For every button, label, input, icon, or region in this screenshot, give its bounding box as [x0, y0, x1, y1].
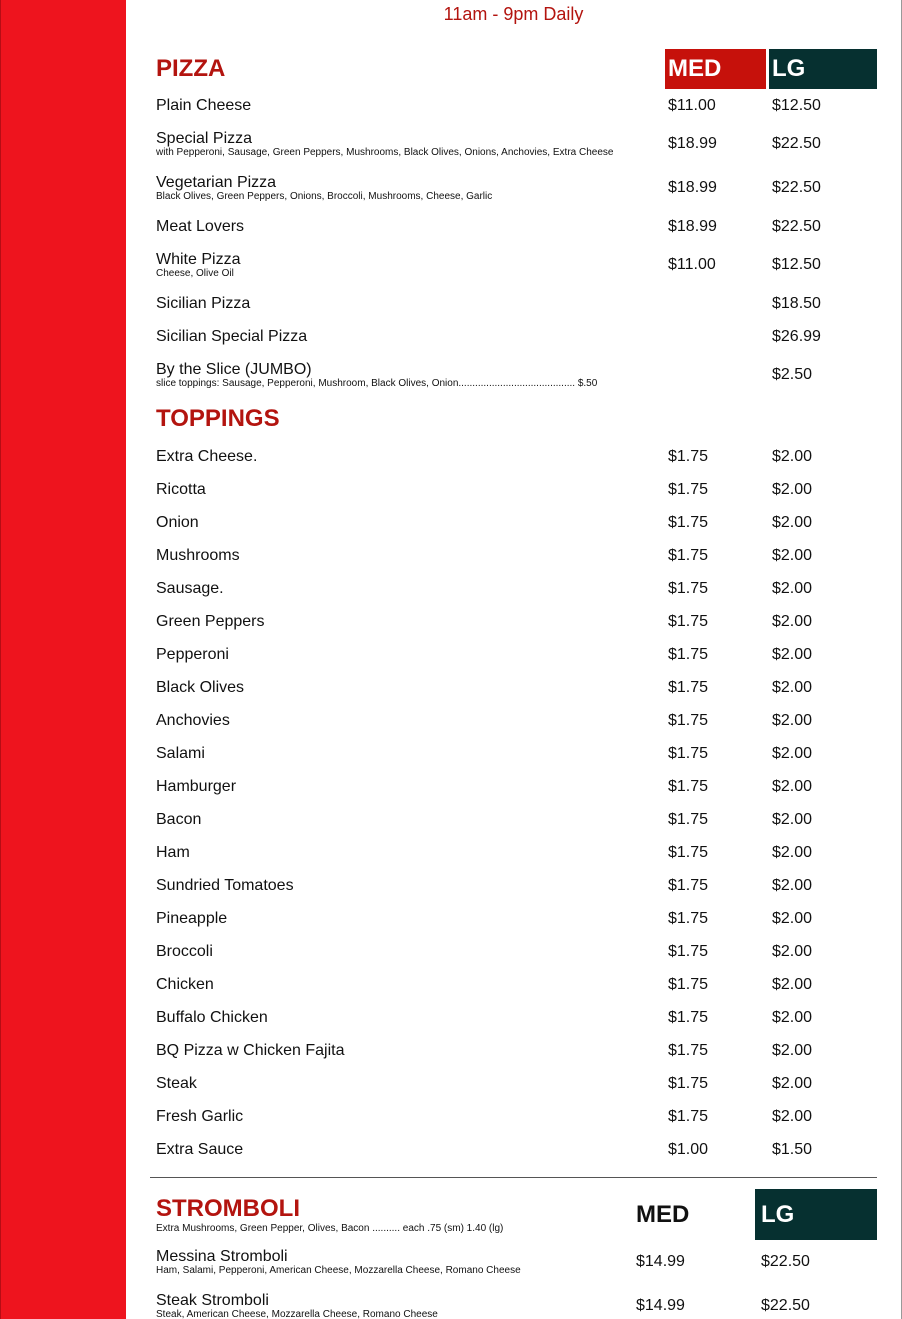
lg-price: $2.00	[772, 810, 813, 828]
menu-item-row	[153, 572, 877, 605]
item-name-cell	[153, 935, 662, 968]
med-price: $1.75	[668, 1074, 709, 1092]
med-price: $18.99	[668, 179, 717, 196]
item-description: Cheese, Olive Oil	[156, 268, 234, 279]
lg-price: $22.50	[772, 217, 821, 235]
menu-item-row	[153, 638, 877, 671]
menu-item-row	[153, 1034, 877, 1067]
item-name-cell	[153, 572, 662, 605]
item-name-cell	[153, 243, 662, 287]
med-price	[665, 353, 766, 397]
item-name-cell	[153, 704, 662, 737]
menu-item-row	[153, 89, 877, 122]
item-name: Sausage.	[156, 580, 224, 597]
stromboli-med-header: MED	[636, 1200, 690, 1228]
lg-price: $2.00	[772, 447, 813, 465]
item-name-cell	[153, 968, 662, 1001]
stromboli-header-row	[150, 1189, 877, 1240]
lg-price: $2.00	[772, 942, 813, 960]
lg-price: $2.00	[772, 843, 813, 861]
lg-price: $2.00	[772, 744, 813, 762]
med-price: $1.75	[668, 1008, 709, 1026]
item-name: Chicken	[156, 976, 214, 993]
item-name: Pineapple	[156, 910, 228, 927]
item-name: Plain Cheese	[156, 97, 252, 114]
item-name: Ricotta	[156, 481, 206, 498]
med-price	[665, 320, 766, 353]
lg-price: $2.00	[772, 513, 813, 531]
menu-item-row	[153, 210, 877, 243]
med-price: $18.99	[668, 135, 717, 152]
item-name-cell	[153, 210, 662, 243]
menu-item-row	[153, 1067, 877, 1100]
lg-price: $2.00	[772, 975, 813, 993]
item-name-cell	[153, 506, 662, 539]
item-description: Ham, Salami, Pepperoni, American Cheese, Mozzarella Cheese, Romano Cheese	[156, 1265, 521, 1276]
item-name-cell	[153, 1100, 662, 1133]
med-price: $1.75	[668, 579, 709, 597]
med-price: $1.75	[668, 909, 709, 927]
lg-price: $22.50	[761, 1297, 810, 1314]
item-name-cell	[153, 353, 662, 397]
med-price: $1.75	[668, 1107, 709, 1125]
menu-item-row	[153, 166, 877, 210]
menu-item-row	[153, 737, 877, 770]
item-name-cell	[153, 473, 662, 506]
item-name: Green Peppers	[156, 613, 265, 630]
menu-item-row	[153, 122, 877, 166]
med-price: $1.75	[668, 645, 709, 663]
lg-price: $2.00	[772, 1074, 813, 1092]
item-name-cell	[153, 1133, 662, 1166]
med-price: $1.75	[668, 942, 709, 960]
item-name: Onion	[156, 514, 199, 531]
med-price: $1.75	[668, 678, 709, 696]
med-price: $1.75	[668, 1041, 709, 1059]
lg-price: $2.00	[772, 876, 813, 894]
item-name-cell	[153, 902, 662, 935]
lg-price: $1.50	[772, 1140, 813, 1158]
lg-price: $2.00	[772, 1008, 813, 1026]
toppings-section-title: TOPPINGS	[156, 404, 280, 432]
item-name-cell	[153, 1067, 662, 1100]
med-price: $1.75	[668, 810, 709, 828]
item-name: White Pizza	[156, 251, 241, 268]
pizza-header-row	[153, 49, 877, 89]
item-name: Anchovies	[156, 712, 230, 729]
med-price: $1.75	[668, 480, 709, 498]
item-name-cell	[153, 287, 662, 320]
lg-price: $2.00	[772, 1041, 813, 1059]
item-name-cell	[153, 166, 662, 210]
lg-price: $12.50	[772, 256, 821, 273]
item-name: Hamburger	[156, 778, 237, 795]
med-column-header: MED	[665, 49, 766, 89]
item-name-cell	[153, 836, 662, 869]
item-description: slice toppings: Sausage, Pepperoni, Mushroom, Black Olives, Onion.......................................... $.50	[156, 378, 598, 389]
item-name: Extra Cheese.	[156, 448, 258, 465]
med-price: $1.75	[668, 612, 709, 630]
lg-price: $2.00	[772, 777, 813, 795]
item-name-cell	[153, 89, 662, 122]
item-name: Sicilian Special Pizza	[156, 328, 308, 345]
item-name: Messina Stromboli	[156, 1248, 288, 1265]
item-name: BQ Pizza w Chicken Fajita	[156, 1042, 345, 1059]
item-name: Buffalo Chicken	[156, 1009, 268, 1026]
pizza-section-title: PIZZA	[156, 55, 226, 82]
pizza-menu-table	[150, 49, 880, 1166]
med-price: $1.75	[668, 744, 709, 762]
item-name-cell	[153, 869, 662, 902]
item-name: Fresh Garlic	[156, 1108, 244, 1125]
menu-item-row	[153, 902, 877, 935]
stromboli-lg-header: LG	[755, 1189, 877, 1240]
red-sidebar	[0, 0, 126, 1319]
menu-item-row	[153, 243, 877, 287]
lg-price: $22.50	[772, 135, 821, 152]
item-name: Broccoli	[156, 943, 213, 960]
business-hours: 11am - 9pm Daily	[443, 4, 584, 24]
lg-price: $2.00	[772, 612, 813, 630]
menu-item-row	[153, 440, 877, 473]
item-name: Steak	[156, 1075, 197, 1092]
menu-item-row	[153, 287, 877, 320]
lg-price: $2.00	[772, 711, 813, 729]
lg-price: $22.50	[772, 179, 821, 196]
med-price: $1.75	[668, 975, 709, 993]
menu-item-row	[153, 704, 877, 737]
item-name: Sundried Tomatoes	[156, 877, 294, 894]
med-price: $11.00	[668, 256, 716, 273]
menu-item-row	[153, 539, 877, 572]
lg-price: $2.00	[772, 579, 813, 597]
item-name-cell	[153, 320, 662, 353]
stromboli-section-title: STROMBOLI	[156, 1194, 300, 1222]
lg-price: $2.50	[772, 366, 813, 383]
lg-price: $2.00	[772, 909, 813, 927]
item-name-cell	[150, 1240, 630, 1284]
item-name: Ham	[156, 844, 190, 861]
item-name-cell	[153, 770, 662, 803]
med-price: $1.75	[668, 777, 709, 795]
item-name-cell	[153, 539, 662, 572]
med-price: $14.99	[636, 1253, 685, 1270]
lg-price: $2.00	[772, 1107, 813, 1125]
menu-item-row	[153, 1001, 877, 1034]
lg-price: $26.99	[772, 327, 821, 345]
menu-item-row	[153, 473, 877, 506]
item-name-cell	[153, 803, 662, 836]
menu-item-row	[153, 770, 877, 803]
item-name-cell	[153, 737, 662, 770]
item-name: Black Olives	[156, 679, 245, 696]
menu-item-row	[153, 803, 877, 836]
item-name: Mushrooms	[156, 547, 240, 564]
section-divider	[150, 1177, 877, 1178]
lg-price: $22.50	[761, 1253, 810, 1270]
item-description: Black Olives, Green Peppers, Onions, Broccoli, Mushrooms, Cheese, Garlic	[156, 191, 493, 202]
toppings-header-row	[153, 397, 877, 440]
med-price: $11.00	[668, 96, 716, 114]
item-name-cell	[150, 1284, 630, 1319]
menu-item-row	[153, 320, 877, 353]
menu-item-row	[153, 935, 877, 968]
menu-item-row	[153, 605, 877, 638]
med-price: $1.75	[668, 447, 709, 465]
item-name: Bacon	[156, 811, 202, 828]
item-name-cell	[153, 122, 662, 166]
menu-item-row	[150, 1284, 877, 1319]
med-price: $1.75	[668, 546, 709, 564]
item-name-cell	[153, 1001, 662, 1034]
menu-item-row	[153, 836, 877, 869]
med-price	[665, 287, 766, 320]
lg-price: $18.50	[772, 294, 821, 312]
menu-item-row	[150, 1240, 877, 1284]
med-price: $1.75	[668, 711, 709, 729]
menu-item-row	[153, 968, 877, 1001]
menu-item-row	[153, 1100, 877, 1133]
item-name: Vegetarian Pizza	[156, 174, 277, 191]
item-name: Steak Stromboli	[156, 1292, 269, 1309]
item-description: with Pepperoni, Sausage, Green Peppers, Mushrooms, Black Olives, Onions, Anchovies, Extra Cheese	[156, 147, 614, 158]
lg-column-header: LG	[769, 49, 877, 89]
med-price: $1.75	[668, 513, 709, 531]
item-name: Pepperoni	[156, 646, 229, 663]
menu-item-row	[153, 671, 877, 704]
item-name: Meat Lovers	[156, 218, 245, 235]
item-name: Sicilian Pizza	[156, 295, 251, 312]
stromboli-title-cell	[150, 1189, 630, 1240]
item-description: Steak, American Cheese, Mozzarella Cheese, Romano Cheese	[156, 1309, 438, 1319]
menu-item-row	[153, 353, 877, 397]
stromboli-extras-note: Extra Mushrooms, Green Pepper, Olives, Bacon .......... each .75 (sm) 1.40 (lg)	[156, 1222, 504, 1234]
item-name-cell	[153, 671, 662, 704]
lg-price: $12.50	[772, 96, 821, 114]
item-name: By the Slice (JUMBO)	[156, 361, 312, 378]
item-name: Extra Sauce	[156, 1141, 244, 1158]
menu-item-row	[153, 1133, 877, 1166]
item-name-cell	[153, 605, 662, 638]
med-price: $1.00	[668, 1140, 709, 1158]
med-price: $1.75	[668, 843, 709, 861]
med-price: $14.99	[636, 1297, 685, 1314]
med-price: $1.75	[668, 876, 709, 894]
menu-item-row	[153, 506, 877, 539]
lg-price: $2.00	[772, 645, 813, 663]
item-name: Special Pizza	[156, 130, 253, 147]
item-name-cell	[153, 638, 662, 671]
stromboli-menu-table	[150, 1189, 877, 1319]
lg-price: $2.00	[772, 546, 813, 564]
med-price: $18.99	[668, 217, 717, 235]
menu-item-row	[153, 869, 877, 902]
item-name-cell	[153, 440, 662, 473]
lg-price: $2.00	[772, 480, 813, 498]
lg-price: $2.00	[772, 678, 813, 696]
item-name: Salami	[156, 745, 205, 762]
item-name-cell	[153, 1034, 662, 1067]
